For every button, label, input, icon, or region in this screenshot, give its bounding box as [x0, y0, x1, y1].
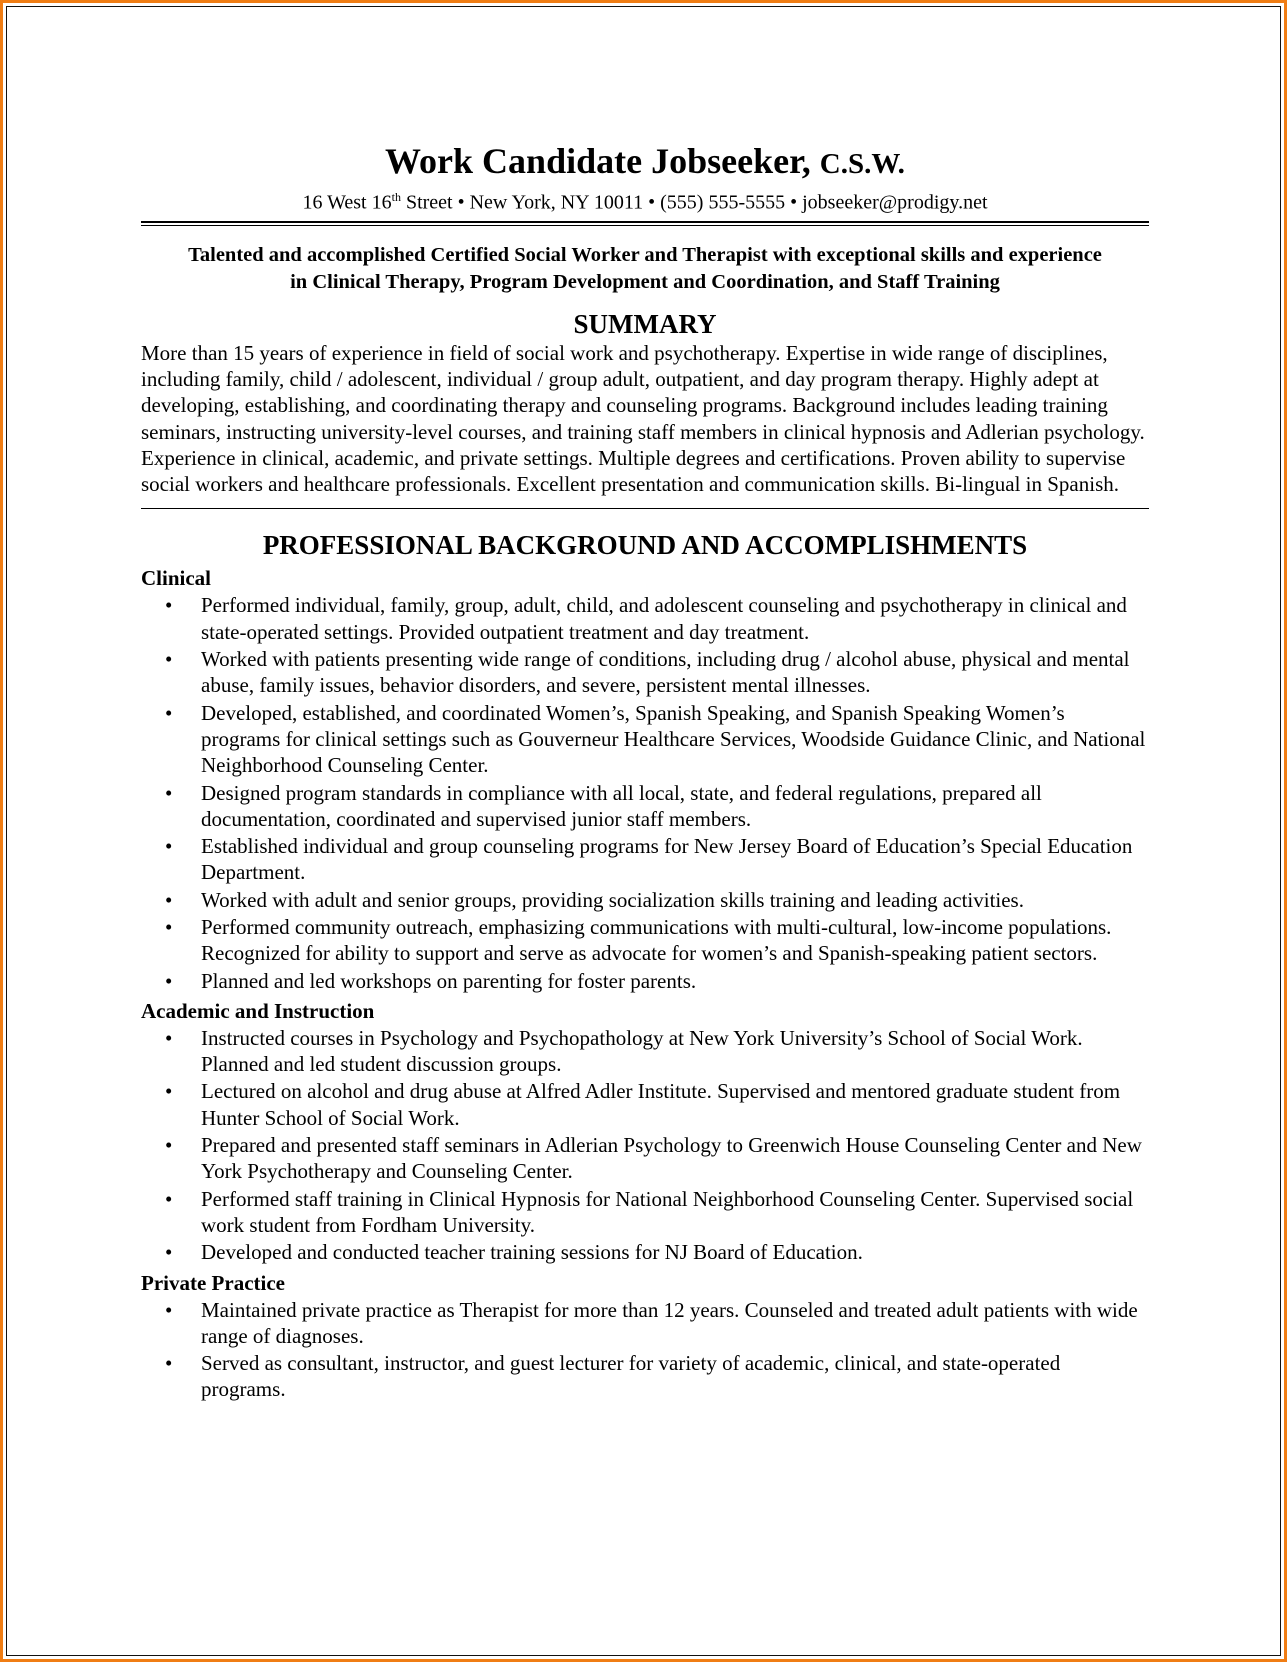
list-item — [141, 1186, 1149, 1239]
address-suffix: th — [391, 190, 401, 204]
address-rest: Street • New York, NY 10011 • (555) 555-5555 • jobseeker@prodigy.net — [400, 191, 988, 214]
address-start: 16 West 16 — [302, 191, 392, 214]
tagline — [141, 242, 1149, 296]
resume-page — [141, 140, 1149, 1404]
bullet-icon: • — [165, 1025, 173, 1050]
item-text: Performed community outreach, emphasizing communications with multi-cultural, low-income populations. Recognized for ability to support and serve as advocate for women’s and Spanish-speaking patient sectors. — [201, 915, 1112, 966]
list-item — [141, 1297, 1149, 1350]
item-text: Developed and conducted teacher training sessions for NJ Board of Education. — [201, 1240, 863, 1265]
bullet-icon: • — [165, 780, 173, 805]
list-item — [141, 1350, 1149, 1403]
bullet-icon: • — [165, 968, 173, 993]
item-text: Developed, established, and coordinated Women’s, Spanish Speaking, and Spanish Speaking Women’s programs for clinical settings such as Gouverneur Healthcare Services, Woodside Guidance Clinic, and National Neighborhood Counseling Center. — [201, 700, 1146, 778]
item-text: Instructed courses in Psychology and Psychopathology at New York University’s School of Social Work. Planned and led student discussion groups. — [201, 1025, 1083, 1077]
list-item — [141, 592, 1149, 645]
candidate-name — [141, 140, 1149, 185]
list-item — [141, 968, 1149, 994]
bullet-icon: • — [165, 1297, 173, 1322]
list-item — [141, 700, 1149, 779]
list-item — [141, 646, 1149, 699]
list-item — [141, 887, 1149, 913]
bullet-list — [141, 1297, 1149, 1403]
item-text: Maintained private practice as Therapist for more than 12 years. Counseled and treated adult patients with wide range of diagnoses. — [201, 1297, 1138, 1348]
item-text: Worked with patients presenting wide range of conditions, including drug / alcohol abuse, physical and mental abuse, family issues, behavior disorders, and severe, persistent mental illnesses. — [201, 647, 1130, 698]
summary-text: More than 15 years of experience in field of social work and psychotherapy. Expertise in wide range of disciplines, including family, child / adolescent, individual / group adult, outpatient, and day program therapy. Highly adept at developing, establishing, and coordinating therapy and counseling programs. Background includes leading training seminars, instructing university-level courses, and training staff members in clinical hypnosis and Adlerian psychology. Experience in clinical, academic, and private settings. Multiple degrees and certifications. Proven ability to supervise social workers and healthcare professionals. Excellent presentation and communication skills. Bi-lingual in Spanish. — [141, 340, 1145, 497]
background-heading: PROFESSIONAL BACKGROUND AND ACCOMPLISHMENTS — [262, 530, 1028, 561]
bullet-icon: • — [165, 1351, 173, 1376]
item-text: Prepared and presented staff seminars in Adlerian Psychology to Greenwich House Counseling Center and New York Psychotherapy and Counseling Center. — [201, 1133, 1142, 1184]
item-text: Worked with adult and senior groups, providing socialization skills training and leading activities. — [201, 887, 1024, 912]
list-item — [141, 1025, 1149, 1078]
bullet-icon: • — [165, 1186, 173, 1211]
bullet-icon: • — [165, 915, 173, 939]
bullet-icon: • — [165, 887, 173, 912]
bullet-icon: • — [165, 700, 173, 725]
summary-heading: SUMMARY — [573, 308, 717, 339]
header-divider — [141, 221, 1149, 226]
section-academic-and-instruction — [141, 998, 1149, 1266]
tagline-line: Talented and accomplished Certified Social Worker and Therapist with exceptional skills and experience — [188, 243, 1102, 266]
list-item — [141, 914, 1149, 967]
contact-line — [141, 185, 1149, 215]
item-text: Lectured on alcohol and drug abuse at Alfred Adler Institute. Supervised and mentored graduate student from Hunter School of Social Work. — [201, 1079, 1121, 1130]
subsection-title: Private Practice — [141, 1270, 285, 1295]
bullet-icon: • — [165, 1079, 173, 1104]
credential: C.S.W. — [819, 148, 905, 180]
bullet-list — [141, 1025, 1149, 1266]
background-sections — [141, 565, 1149, 1402]
tagline-line: in Clinical Therapy, Program Development and Coordination, and Staff Training — [290, 270, 1000, 293]
section-divider — [141, 508, 1149, 509]
list-item — [141, 1132, 1149, 1185]
bullet-icon: • — [165, 1133, 173, 1158]
item-text: Performed staff training in Clinical Hypnosis for National Neighborhood Counseling Center. Supervised social work student from Fordham University. — [201, 1186, 1134, 1237]
section-private-practice — [141, 1270, 1149, 1403]
list-item — [141, 833, 1149, 886]
item-text: Planned and led workshops on parenting for foster parents. — [201, 968, 697, 993]
bullet-list — [141, 592, 1149, 993]
list-item — [141, 780, 1149, 833]
bullet-icon: • — [165, 834, 173, 859]
item-text: Performed individual, family, group, adult, child, and adolescent counseling and psychotherapy in clinical and state-operated settings. Provided outpatient treatment and day treatment. — [201, 593, 1127, 644]
item-text: Served as consultant, instructor, and guest lecturer for variety of academic, clinical, and state-operated programs. — [201, 1351, 1061, 1402]
subsection-title: Academic and Instruction — [141, 998, 375, 1023]
subsection-title: Clinical — [141, 566, 212, 591]
bullet-icon: • — [165, 593, 173, 618]
item-text: Established individual and group counseling programs for New Jersey Board of Education’s Special Education Department. — [201, 834, 1133, 885]
list-item — [141, 1078, 1149, 1131]
bullet-icon: • — [165, 1240, 173, 1265]
name-text: Work Candidate Jobseeker, — [385, 141, 820, 181]
list-item — [141, 1239, 1149, 1265]
section-clinical — [141, 565, 1149, 993]
bullet-icon: • — [165, 647, 173, 672]
item-text: Designed program standards in compliance with all local, state, and federal regulations, prepared all documentation, coordinated and supervised junior staff members. — [201, 780, 1042, 831]
